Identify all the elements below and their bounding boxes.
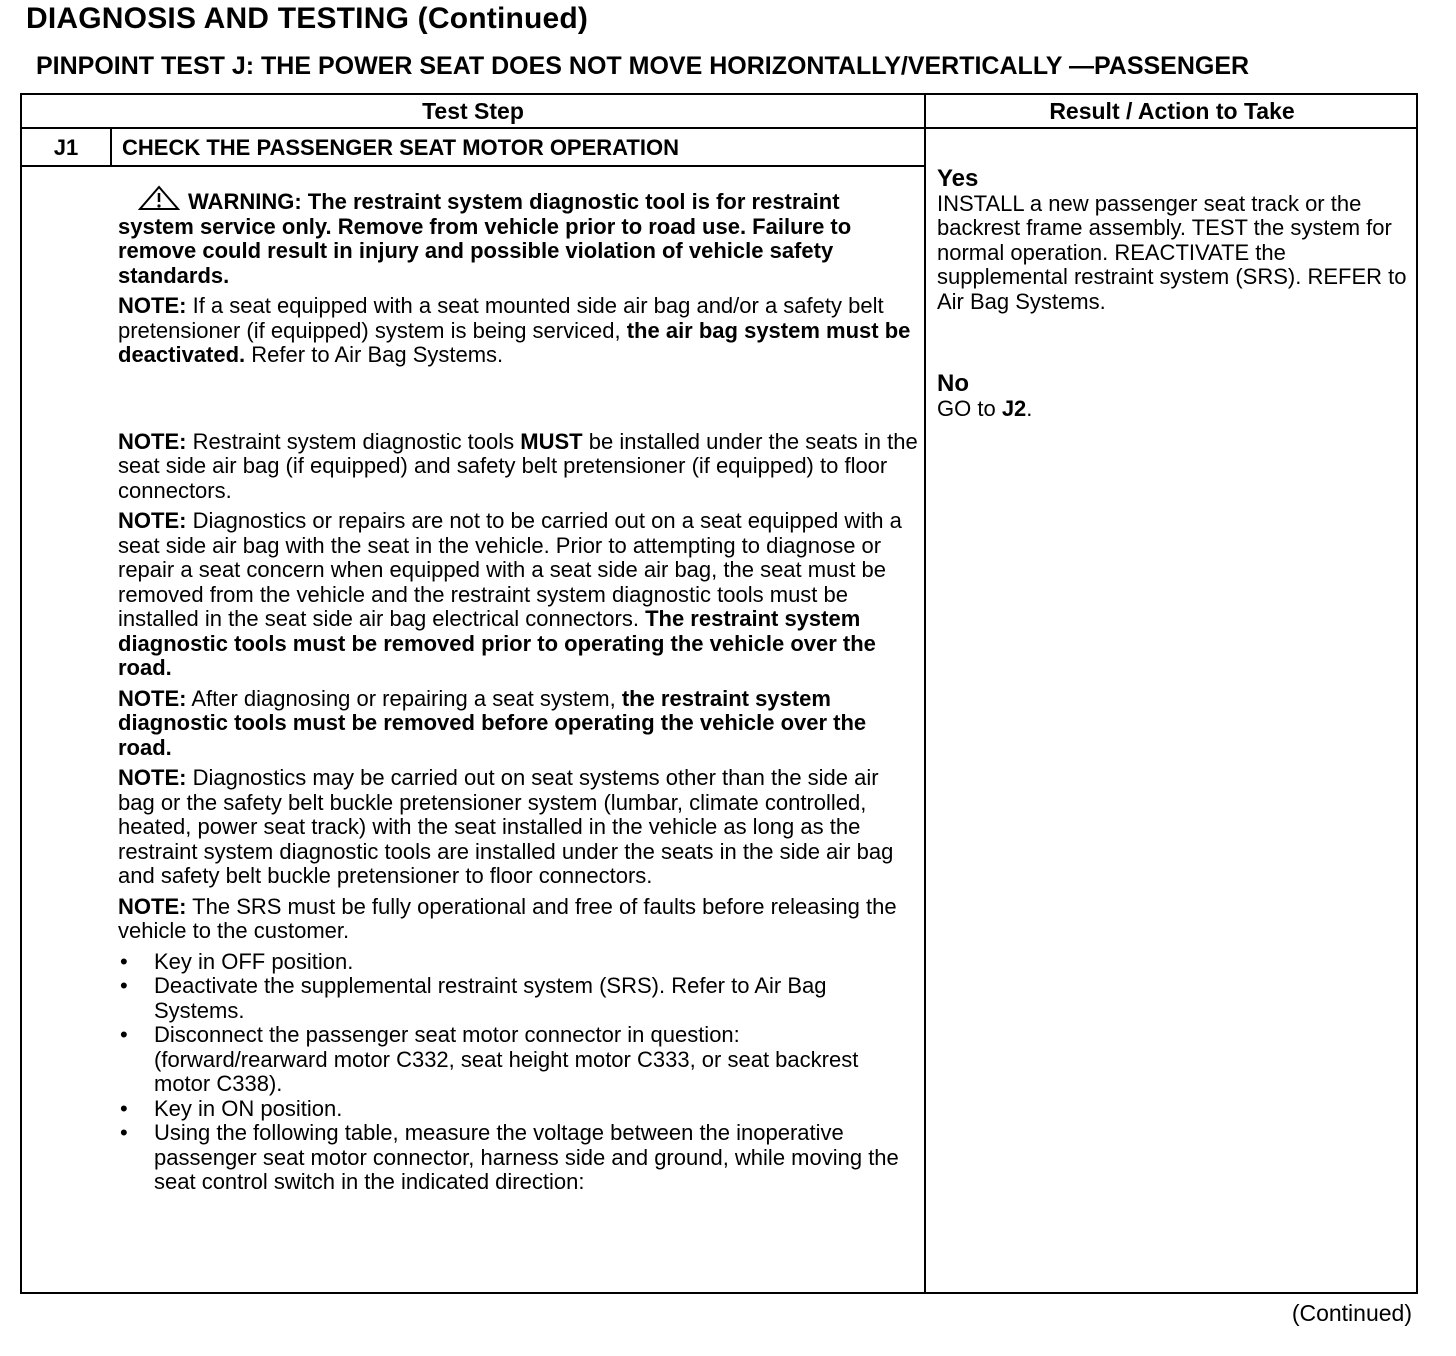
note-4 — [118, 687, 918, 761]
note-text: Diagnostics may be carried out on seat systems other than the side air bag or the safety belt buckle pretensioner system (lumbar, climate controlled, heated, power seat track) with the seat installed in the vehicle as long as the restraint system diagnostic tools are installed under the seats in the side air bag and safety belt buckle pretensioner to floor connectors. — [118, 765, 894, 888]
list-item: • Disconnect the passenger seat motor connector in question: (forward/rearward motor C332, seat height motor C333, or seat backrest motor C338). — [120, 1022, 859, 1096]
result-yes-text: INSTALL a new passenger seat track or the backrest frame assembly. TEST the system for normal operation. REACTIVATE the supplemental restraint system (SRS). REFER to Air Bag Systems. — [937, 190, 1407, 314]
bullet-icon: • — [120, 948, 128, 974]
pinpoint-test-title: PINPOINT TEST J: THE POWER SEAT DOES NOT MOVE HORIZONTALLY/VERTICALLY —PASSENGER — [36, 52, 1250, 80]
note-6 — [118, 895, 918, 944]
test-step-content — [118, 185, 918, 1195]
header-result-action: Result / Action to Take — [1049, 98, 1295, 124]
header-test-step: Test Step — [422, 98, 524, 124]
note-tail-text: Refer to Air Bag Systems. — [251, 342, 504, 367]
note-5 — [118, 766, 918, 889]
diagnostic-table — [20, 93, 1418, 1294]
procedure-bullet-list — [118, 950, 918, 1195]
bullet-icon: • — [120, 1022, 128, 1047]
note-text: Diagnostics or repairs are not to be carried out on a seat equipped with a seat side air bag with the seat in the vehicle. Prior to attempting to diagnose or repair a seat concern when equipped with a seat side air bag, the seat must be removed from the vehicle and the restraint system diagnostic tools must be installed in the seat side air bag electrical connectors. — [118, 508, 902, 631]
note-label: NOTE: — [118, 428, 187, 454]
list-item: • Deactivate the supplemental restraint system (SRS). Refer to Air Bag Systems. — [120, 973, 827, 1023]
note-must-emphasis: MUST — [520, 428, 583, 454]
note-label: NOTE: — [118, 893, 187, 919]
note-label: NOTE: — [118, 508, 187, 533]
step-id-divider — [110, 129, 112, 165]
note-text: If a seat equipped with a seat mounted side air bag and/or a safety belt pretensioner (if equipped) system is being serviced, — [118, 293, 884, 343]
list-item: • Key in OFF position. — [120, 948, 354, 974]
note-2 — [118, 430, 918, 504]
table-header-row — [22, 95, 1416, 129]
continued-label: (Continued) — [1291, 1300, 1412, 1326]
column-divider — [924, 95, 926, 1292]
warning-triangle-icon — [138, 185, 180, 211]
warning-block — [118, 185, 918, 288]
note-text: Restraint system diagnostic tools — [192, 428, 515, 454]
list-item: • Key in ON position. — [120, 1095, 343, 1121]
result-no-text: GO to J2. — [937, 395, 1033, 421]
note-label: NOTE: — [118, 685, 187, 711]
step-id: J1 — [53, 135, 79, 160]
bullet-icon: • — [120, 973, 128, 998]
bullet-icon: • — [120, 1120, 128, 1145]
list-item: • Using the following table, measure the voltage between the inoperative passenger seat motor connector, harness side and ground, while moving the seat control switch in the indicated direction: — [120, 1120, 899, 1194]
bullet-icon: • — [120, 1095, 128, 1121]
note-bold-text: the air bag system must be deactivated. — [118, 317, 911, 367]
step-row-divider — [22, 165, 925, 167]
warning-text: WARNING: The restraint system diagnostic tool is for restraint system service only. Remove from vehicle prior to road use. Failure to remove could result in injury and possible violation of vehicle safety standards. — [118, 189, 852, 288]
note-bold-text: The restraint system diagnostic tools must be removed prior to operating the vehicle over the road. — [118, 606, 876, 680]
note-label: NOTE: — [118, 765, 187, 790]
spacer — [118, 374, 918, 430]
spacer — [937, 314, 1417, 372]
goto-step-link[interactable]: J2 — [1001, 395, 1027, 421]
note-text: After diagnosing or repairing a seat system, — [191, 685, 616, 711]
step-title: CHECK THE PASSENGER SEAT MOTOR OPERATION — [122, 135, 679, 160]
note-label: NOTE: — [118, 293, 187, 318]
result-action-content — [937, 167, 1417, 421]
note-1 — [118, 294, 918, 368]
note-text: be installed under the seats in the seat side air bag (if equipped) and safety belt pretensioner (if equipped) to floor connectors. — [118, 428, 918, 503]
note-bold-text: the restraint system diagnostic tools must be removed before operating the vehicle over the road. — [118, 685, 867, 760]
note-text: The SRS must be fully operational and free of faults before releasing the vehicle to the customer. — [118, 893, 897, 943]
result-no-label: No — [937, 370, 969, 397]
page-heading: DIAGNOSIS AND TESTING (Continued) — [26, 2, 589, 35]
note-3 — [118, 509, 918, 681]
result-yes-label: Yes — [937, 165, 979, 192]
